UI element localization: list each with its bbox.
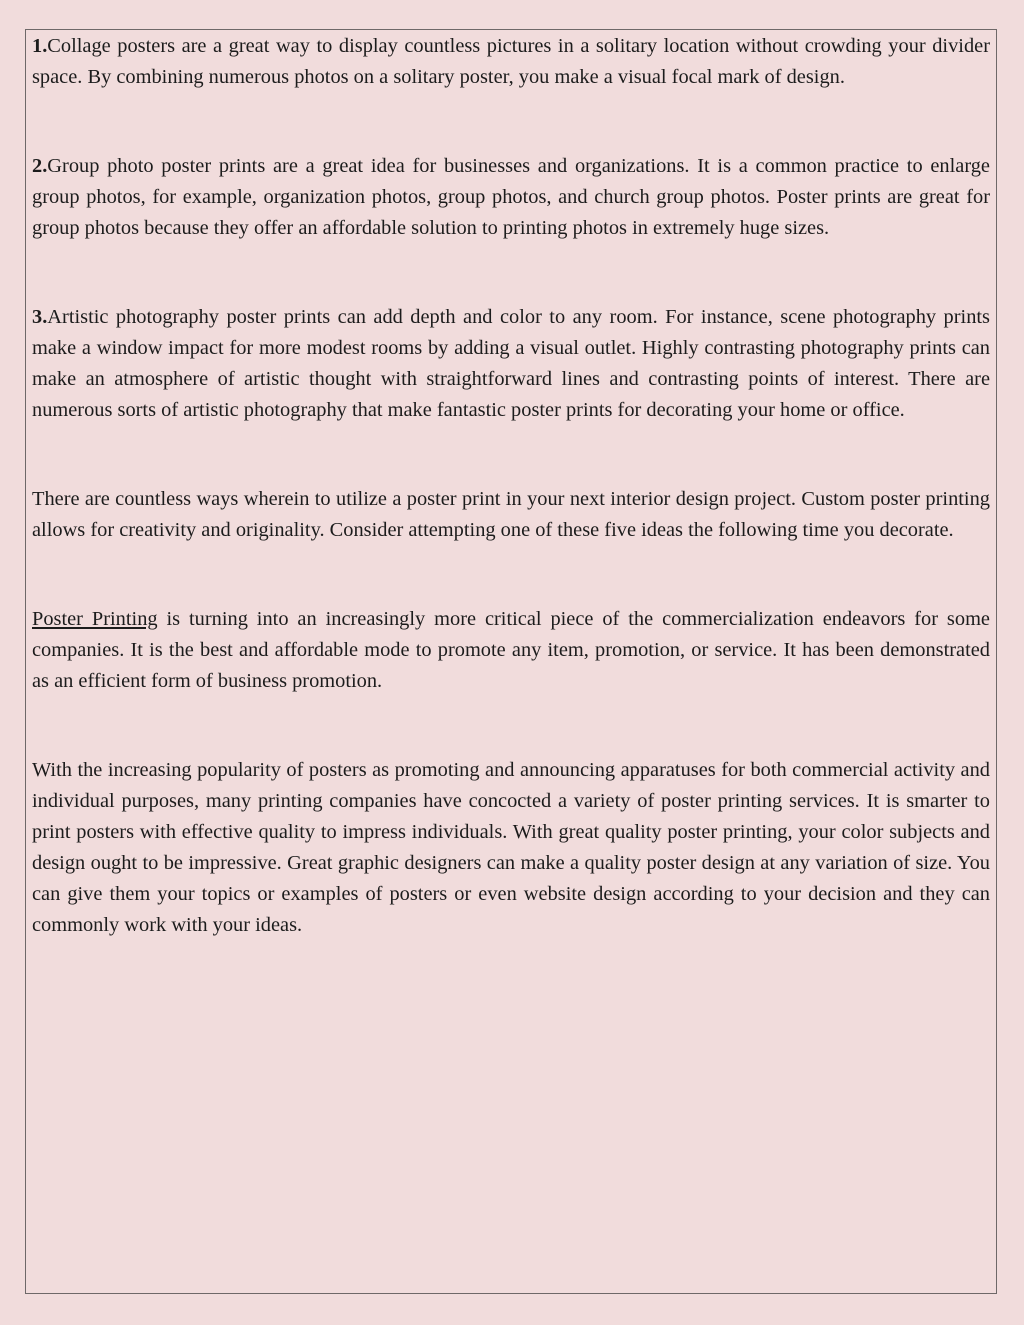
paragraph-text: Group photo poster prints are a great idea for businesses and organizations. It is a common practice to enlarge group photos, for example, organization photos, group photos, and church group photos. Poster prints are great for group photos because they offer an affordable solution to printing photos in extremely huge sizes. [32, 155, 990, 239]
paragraph-text: There are countless ways wherein to utilize a poster print in your next interior design project. Custom poster printing allows for creativity and originality. Consider attempting one of these five ideas the following time you decorate. [32, 488, 990, 541]
document-body [32, 31, 990, 999]
paragraph-number: 2. [32, 155, 48, 177]
paragraph-printing-services [32, 755, 990, 941]
paragraph-text: Artistic photography poster prints can add depth and color to any room. For instance, scene photography prints make a window impact for more modest rooms by adding a visual outlet. Highly contrasting photography prints can make an atmosphere of artistic thought with straightforward lines and contrasting points of interest. There are numerous sorts of artistic photography that make fantastic poster prints for decorating your home or office. [32, 306, 990, 421]
paragraph-text: is turning into an increasingly more critical piece of the commercialization endeavors for some companies. It is the best and affordable mode to promote any item, promotion, or service. It has been demonstrated as an efficient form of business promotion. [32, 608, 990, 692]
paragraph-interior-design [32, 484, 990, 546]
paragraph-text: With the increasing popularity of posters as promoting and announcing apparatuses for both commercial activity and individual purposes, many printing companies have concocted a variety of poster printing services. It is smarter to print posters with effective quality to impress individuals. With great quality poster printing, your color subjects and design ought to be impressive. Great graphic designers can make a quality poster design at any variation of size. You can give them your topics or examples of posters or even website design according to your decision and they can commonly work with your ideas. [32, 759, 990, 936]
paragraph-number: 1. [32, 35, 48, 57]
poster-printing-link[interactable]: Poster Printing [32, 608, 158, 630]
paragraph-group-photo-posters [32, 151, 990, 244]
paragraph-number: 3. [32, 306, 48, 328]
paragraph-artistic-photography [32, 302, 990, 426]
paragraph-collage-posters [32, 31, 990, 93]
paragraph-poster-printing [32, 604, 990, 697]
paragraph-text: Collage posters are a great way to display countless pictures in a solitary location without crowding your divider space. By combining numerous photos on a solitary poster, you make a visual focal mark of design. [32, 35, 990, 88]
